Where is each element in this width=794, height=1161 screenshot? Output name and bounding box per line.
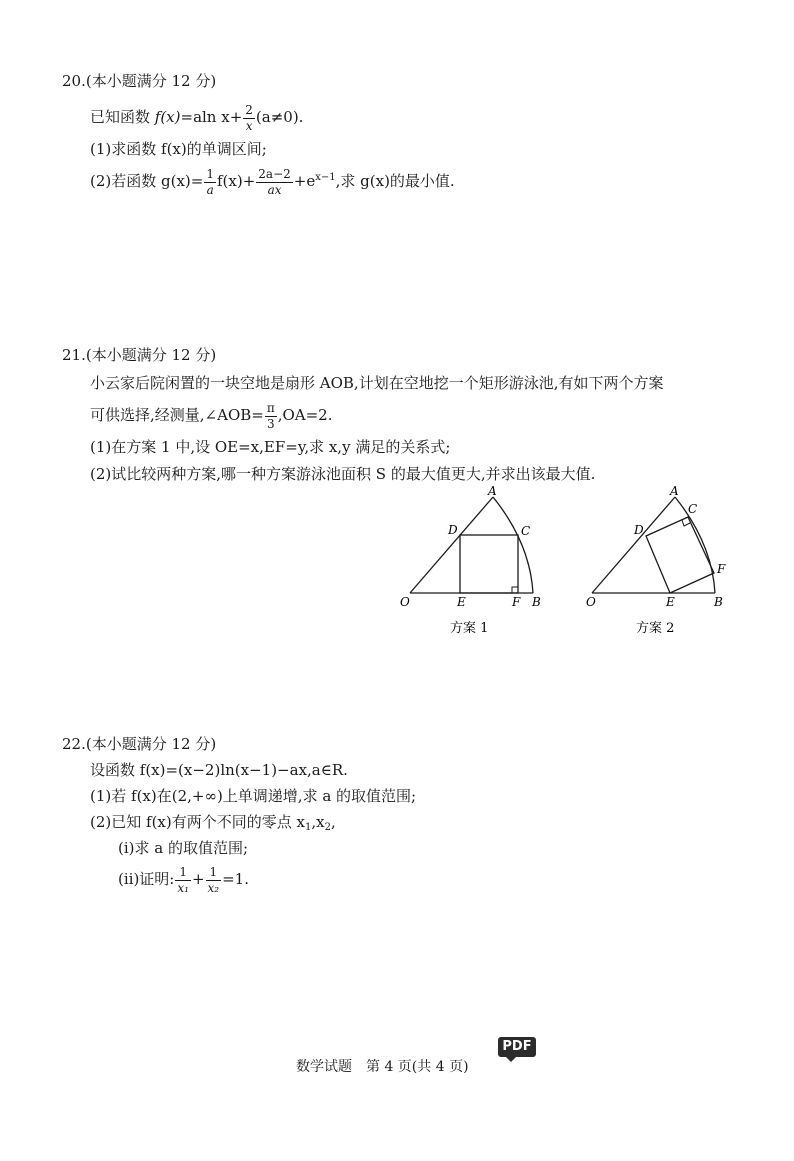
q20-l3-den2: ax bbox=[267, 182, 282, 197]
scheme2-label-a: A bbox=[670, 485, 679, 498]
q22-line5 bbox=[118, 866, 249, 894]
q20-l3-a: (2)若函数 g(x)= bbox=[90, 172, 204, 191]
q20-l3-fraction1 bbox=[204, 168, 216, 196]
q20-l1-num: 2 bbox=[245, 103, 253, 117]
q21-l2-fraction bbox=[265, 402, 277, 430]
scheme1-rectangle bbox=[460, 535, 518, 593]
scheme1-label-a: A bbox=[488, 485, 497, 498]
scheme2-radius-oa bbox=[592, 497, 675, 593]
pdf-badge-icon: PDF bbox=[498, 1037, 536, 1057]
scheme2-caption: 方案 2 bbox=[636, 621, 675, 636]
q22-l5-den2: x₂ bbox=[207, 880, 220, 895]
q20-l3-c: +e bbox=[293, 172, 316, 191]
page-footer: 数学试题 第 4 页(共 4 页) bbox=[296, 1059, 469, 1075]
scheme1-label-b: B bbox=[532, 595, 541, 609]
q22-l5-c: =1. bbox=[222, 870, 249, 889]
scheme2-label-c: C bbox=[688, 502, 698, 516]
scheme2-label-b: B bbox=[714, 595, 723, 609]
q20-header: 20.(本小题满分 12 分) bbox=[62, 72, 217, 90]
q22-l5-num1: 1 bbox=[175, 866, 191, 881]
q22-l5-b: + bbox=[191, 870, 205, 889]
q22-line1: 设函数 f(x)=(x−2)ln(x−1)−ax,a∈R. bbox=[90, 761, 348, 779]
scheme2-label-d: D bbox=[634, 523, 644, 537]
q21-line1: 小云家后院闲置的一块空地是扇形 AOB,计划在空地挖一个矩形游泳池,有如下两个方案 bbox=[90, 374, 664, 392]
scheme1-right-angle-mark bbox=[512, 587, 518, 593]
q20-line1 bbox=[90, 104, 303, 132]
scheme2-rectangle bbox=[646, 517, 714, 593]
scheme1-caption: 方案 1 bbox=[450, 621, 489, 636]
q21-header: 21.(本小题满分 12 分) bbox=[62, 346, 217, 364]
q20-line3 bbox=[90, 168, 455, 196]
q20-l3-fraction2 bbox=[256, 168, 292, 196]
q22-l5-num2: 1 bbox=[206, 866, 222, 881]
q20-l3-b: f(x)+ bbox=[217, 172, 256, 191]
q20-line2: (1)求函数 f(x)的单调区间; bbox=[90, 140, 267, 158]
scheme1-arc-ab bbox=[493, 497, 533, 593]
scheme1-label-d: D bbox=[448, 523, 458, 537]
scheme1-label-f: F bbox=[512, 595, 521, 609]
q20-l1-c: (a≠0). bbox=[255, 108, 304, 127]
q21-l2-b: ,OA=2. bbox=[277, 406, 333, 425]
scheme2-label-f: F bbox=[717, 562, 726, 576]
q22-l3-sub2: 2 bbox=[324, 822, 331, 833]
q20-l1-fraction bbox=[243, 104, 255, 132]
q21-l2-den: 3 bbox=[266, 416, 275, 431]
scheme1-radius-oa bbox=[410, 497, 493, 593]
scheme1-label-o: O bbox=[400, 595, 410, 609]
q22-line2: (1)若 f(x)在(2,+∞)上单调递增,求 a 的取值范围; bbox=[90, 787, 417, 805]
q22-l5-den1: x₁ bbox=[177, 880, 189, 895]
q22-line3 bbox=[90, 815, 336, 833]
q22-l5-fraction1 bbox=[175, 866, 191, 894]
scheme2-right-angle-mark bbox=[682, 520, 690, 526]
q21-line3: (1)在方案 1 中,设 OE=x,EF=y,求 x,y 满足的关系式; bbox=[90, 438, 451, 456]
q20-l3-num2: 2a−2 bbox=[258, 167, 291, 181]
scheme2-figure bbox=[572, 485, 742, 645]
scheme1-label-c: C bbox=[521, 524, 531, 538]
scheme1-label-e: E bbox=[457, 595, 466, 609]
q20-l1-b: =aln x+ bbox=[180, 108, 243, 127]
q20-l3-den1: a bbox=[206, 182, 214, 197]
q20-l1-fx: f(x) bbox=[154, 108, 181, 127]
q22-l5-fraction2 bbox=[206, 866, 222, 894]
q21-l2-a: 可供选择,经测量,∠AOB= bbox=[90, 406, 264, 425]
q22-l3-sub1: 1 bbox=[304, 822, 312, 833]
q21-line4: (2)试比较两种方案,哪一种方案游泳池面积 S 的最大值更大,并求出该最大值. bbox=[90, 465, 596, 483]
q22-l3-a: (2)已知 f(x)有两个不同的零点 x bbox=[90, 813, 305, 831]
q22-line4: (ⅰ)求 a 的取值范围; bbox=[118, 839, 249, 857]
q20-l3-num1: 1 bbox=[206, 167, 214, 181]
q22-header: 22.(本小题满分 12 分) bbox=[62, 735, 217, 753]
q20-l1-a: 已知函数 bbox=[90, 108, 155, 127]
q20-l3-d: ,求 g(x)的最小值. bbox=[335, 172, 455, 191]
q20-l3-exponent: x−1 bbox=[315, 172, 336, 184]
q21-l2-num: π bbox=[266, 401, 275, 415]
q22-l3-c: , bbox=[330, 813, 336, 831]
scheme2-label-e: E bbox=[666, 595, 675, 609]
scheme2-label-o: O bbox=[586, 595, 596, 609]
q20-l1-den: x bbox=[245, 118, 253, 133]
q22-l5-a: (ⅱ)证明: bbox=[118, 870, 175, 889]
q22-l3-b: ,x bbox=[311, 813, 325, 831]
q21-line2 bbox=[90, 402, 333, 430]
scheme1-figure bbox=[390, 485, 560, 645]
